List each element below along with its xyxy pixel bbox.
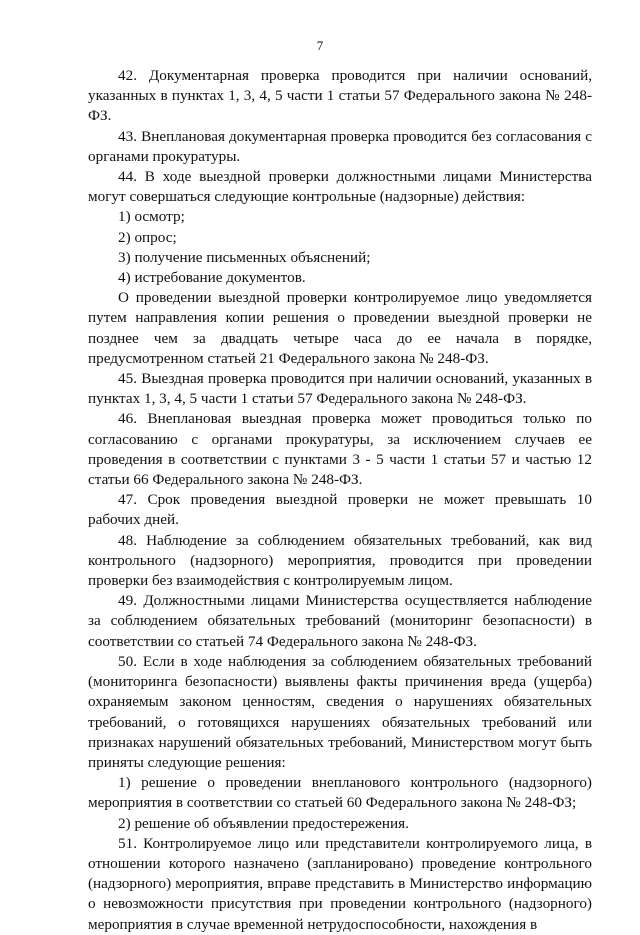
list-item-written-explanations: 3) получение письменных объяснений; — [118, 248, 371, 266]
paragraph-notification: О проведении выездной проверки контролируемое лицо уведомляется путем направления копии решения о проведении выездной проверки не позднее чем за двадцать четыре часа до ее начала в порядке, предусмотренном статьей 21 Федерального закона № 248-ФЗ. — [88, 289, 592, 367]
list-item-document-request: 4) истребование документов. — [118, 269, 306, 287]
list-item-unscheduled-event: 1) решение о проведении внепланового контрольного (надзорного) мероприятия в соответствии со статьей 60 Федерального закона № 248-ФЗ; — [88, 774, 592, 812]
page-number: 7 — [316, 38, 324, 53]
paragraph-49: 49. Должностными лицами Министерства осуществляется наблюдение за соблюдением обязательных требований (мониторинг безопасности) в соответствии со статьей 74 Федерального закона № 248-ФЗ. — [88, 592, 592, 650]
paragraph-51: 51. Контролируемое лицо или представители контролируемого лица, в отношении которого назначено (запланировано) проведение контрольного (надзорного) мероприятия, вправе представить в Министерство информацию о невозможности присутствия при проведении контрольного (надзорного) мероприятия в случае временной нетрудоспособности, нахождения в — [88, 834, 592, 933]
paragraph-45: 45. Выездная проверка проводится при наличии оснований, указанных в пунктах 1, 3, 4, 5 части 1 статьи 57 Федерального закона № 248-ФЗ. — [88, 370, 592, 408]
list-item-inspection: 1) осмотр; — [118, 208, 185, 226]
list-item-warning: 2) решение об объявлении предостережения. — [118, 814, 409, 832]
paragraph-50: 50. Если в ходе наблюдения за соблюдением обязательных требований (мониторинга безопасности) выявлены факты причинения вреда (ущерба) охраняемым законом ценностям, сведения о нарушениях обязательных требований, о готовящихся нарушениях обязательных требований или признаках нарушений обязательных требований, Министерством могут быть приняты следующие решения: — [88, 652, 592, 771]
list-item-survey: 2) опрос; — [118, 228, 177, 246]
paragraph-47: 47. Срок проведения выездной проверки не может превышать 10 рабочих дней. — [88, 491, 592, 529]
paragraph-46: 46. Внеплановая выездная проверка может проводиться только по согласованию с органами прокуратуры, за исключением случаев ее проведения в соответствии с пунктами 3 - 5 части 1 статьи 57 и частью 12 статьи 66 Федерального закона № 248-ФЗ. — [88, 410, 592, 489]
paragraph-42: 42. Документарная проверка проводится при наличии оснований, указанных в пунктах 1, 3, 4, 5 части 1 статьи 57 Федерального закона № 248-ФЗ. — [88, 67, 592, 125]
paragraph-43: 43. Внеплановая документарная проверка проводится без согласования с органами прокуратуры. — [88, 127, 592, 165]
paragraph-44: 44. В ходе выездной проверки должностными лицами Министерства могут совершаться следующие контрольные (надзорные) действия: — [88, 168, 592, 206]
document-body — [88, 66, 592, 935]
paragraph-48: 48. Наблюдение за соблюдением обязательных требований, как вид контрольного (надзорного) мероприятия, проводится при проведении проверки без взаимодействия с контролируемым лицом. — [88, 531, 592, 590]
